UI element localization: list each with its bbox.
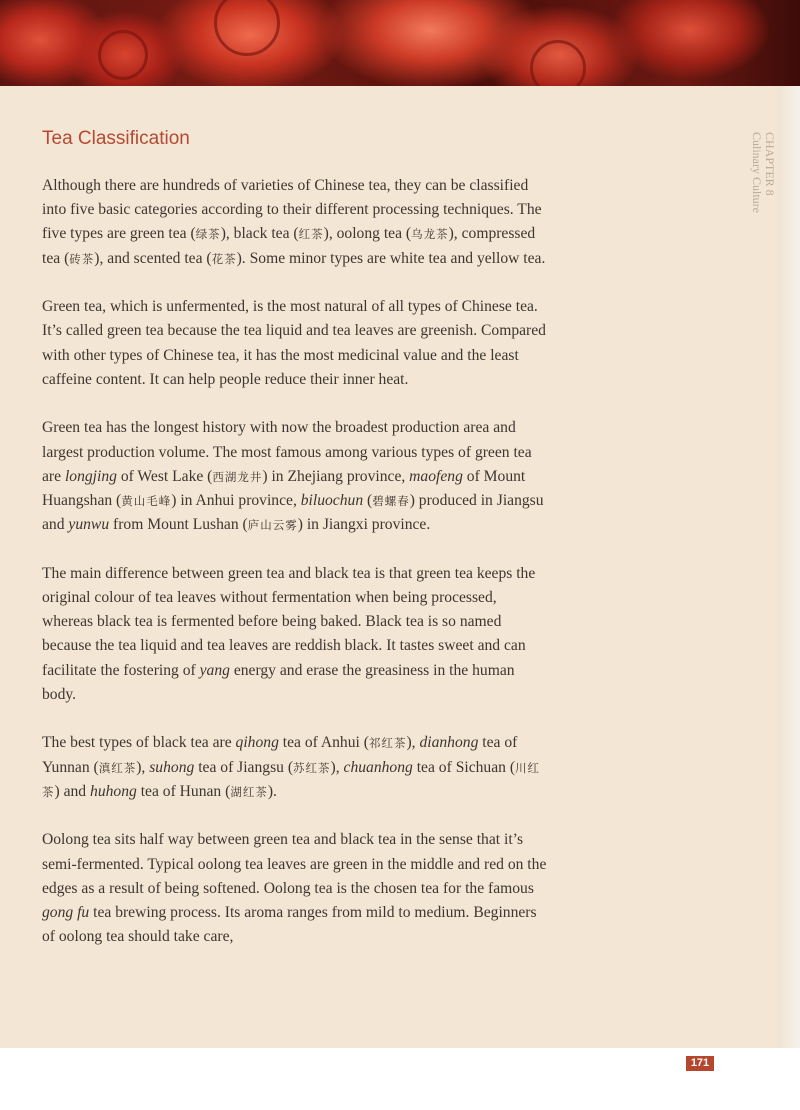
italic-term: dianhong xyxy=(419,734,479,752)
italic-term: chuanhong xyxy=(343,758,413,776)
text-run: Green tea has the longest history with now the broadest production area and largest production volume. The most famous among various types of green tea are xyxy=(42,419,532,485)
paragraph xyxy=(42,295,548,392)
text-run: ) in Jiangxi province. xyxy=(297,516,431,534)
chapter-name: Culinary Culture xyxy=(750,132,764,213)
chinese-term: 西湖龙井 xyxy=(212,469,263,484)
paragraph xyxy=(42,416,548,537)
text-run: tea of Anhui ( xyxy=(278,734,369,752)
chinese-term: 滇红茶 xyxy=(98,760,137,775)
text-run: of Mount Huangshan ( xyxy=(42,467,526,510)
chapter-running-head xyxy=(746,132,776,242)
text-run: ), xyxy=(330,758,344,776)
italic-term: qihong xyxy=(235,734,279,752)
chinese-term: 花茶 xyxy=(211,251,237,266)
chinese-term: 碧螺春 xyxy=(372,494,410,509)
chinese-term: 黄山毛峰 xyxy=(121,494,172,509)
text-run: ), oolong tea ( xyxy=(323,225,412,243)
text-run: Green tea, which is unfermented, is the most natural of all types of Chinese tea. It’s called green tea because the tea liquid and tea leaves are greenish. Compared with other types of Chinese tea, it has the most medicinal value and the least caffeine content. It can help people reduce their inner heat. xyxy=(42,298,546,388)
text-run: ) in Zhejiang province, xyxy=(262,467,410,485)
paragraph xyxy=(42,174,548,271)
text-run: of West Lake ( xyxy=(116,467,213,485)
italic-term: yunwu xyxy=(68,516,110,534)
paragraph xyxy=(42,731,548,804)
paragraph xyxy=(42,562,548,707)
paragraph xyxy=(42,828,548,949)
text-run: ) produced in Jiangsu and xyxy=(42,492,544,534)
chinese-term: 祁红茶 xyxy=(368,736,407,751)
text-run: energy and erase the greasiness in the human body. xyxy=(42,661,515,703)
text-run: ), black tea ( xyxy=(220,225,299,243)
page-margin xyxy=(778,86,800,1048)
text-run: Oolong tea sits half way between green tea and black tea in the sense that it’s semi-fermented. Typical oolong tea leaves are green in the middle and red on the edges as a result of being softened. Oolong tea is the chosen tea for the famous xyxy=(42,831,547,897)
chinese-term: 苏红茶 xyxy=(293,760,331,775)
italic-term: longjing xyxy=(64,467,117,485)
text-run: ). xyxy=(267,782,277,800)
italic-term: yang xyxy=(199,661,230,679)
text-run: ), compressed tea ( xyxy=(42,225,536,267)
chinese-term: 乌龙茶 xyxy=(411,227,449,242)
chinese-term: 川红茶 xyxy=(42,760,541,799)
text-run: tea of Sichuan ( xyxy=(412,758,516,776)
page-number: 171 xyxy=(686,1056,714,1071)
body-text xyxy=(42,174,548,974)
text-run: ) in Anhui province, xyxy=(171,492,301,510)
text-run: ), and scented tea ( xyxy=(94,249,212,267)
italic-term: gong fu xyxy=(42,904,90,922)
section-title: Tea Classification xyxy=(42,128,190,149)
text-run: The best types of black tea are xyxy=(42,734,236,752)
italic-term: maofeng xyxy=(409,467,463,485)
chinese-term: 绿茶 xyxy=(195,227,221,242)
text-run: ). Some minor types are white tea and yellow tea. xyxy=(236,249,546,267)
chapter-label: CHAPTER 8 xyxy=(763,132,777,196)
italic-term: suhong xyxy=(149,758,195,776)
italic-term: huhong xyxy=(90,782,137,800)
text-run: tea brewing process. Its aroma ranges from mild to medium. Beginners of oolong tea should take care, xyxy=(42,904,537,946)
text-run: Although there are hundreds of varieties of Chinese tea, they can be classified into five basic categories according to their different processing techniques. The five types are green tea ( xyxy=(42,177,542,243)
text-run: ), xyxy=(406,734,420,752)
text-run: ), xyxy=(136,758,150,776)
text-run: tea of Yunnan ( xyxy=(42,734,518,776)
text-run: from Mount Lushan ( xyxy=(109,516,248,534)
text-run: tea of Hunan ( xyxy=(136,782,231,800)
text-run: ( xyxy=(363,492,373,510)
header-photo-lanterns xyxy=(0,0,800,86)
chinese-term: 红茶 xyxy=(298,227,324,242)
chinese-term: 湖红茶 xyxy=(230,784,268,799)
chinese-term: 砖茶 xyxy=(69,251,95,266)
italic-term: biluochun xyxy=(300,492,364,510)
text-run: The main difference between green tea and black tea is that green tea keeps the original colour of tea leaves without fermentation when being processed, whereas black tea is fermented before being baked. Black tea is so named because the tea liquid and tea leaves are reddish black. It tastes sweet and can facilitate the fostering of xyxy=(42,564,536,679)
chinese-term: 庐山云雾 xyxy=(247,518,298,533)
text-run: ) and xyxy=(54,782,91,800)
text-run: tea of Jiangsu ( xyxy=(194,758,294,776)
